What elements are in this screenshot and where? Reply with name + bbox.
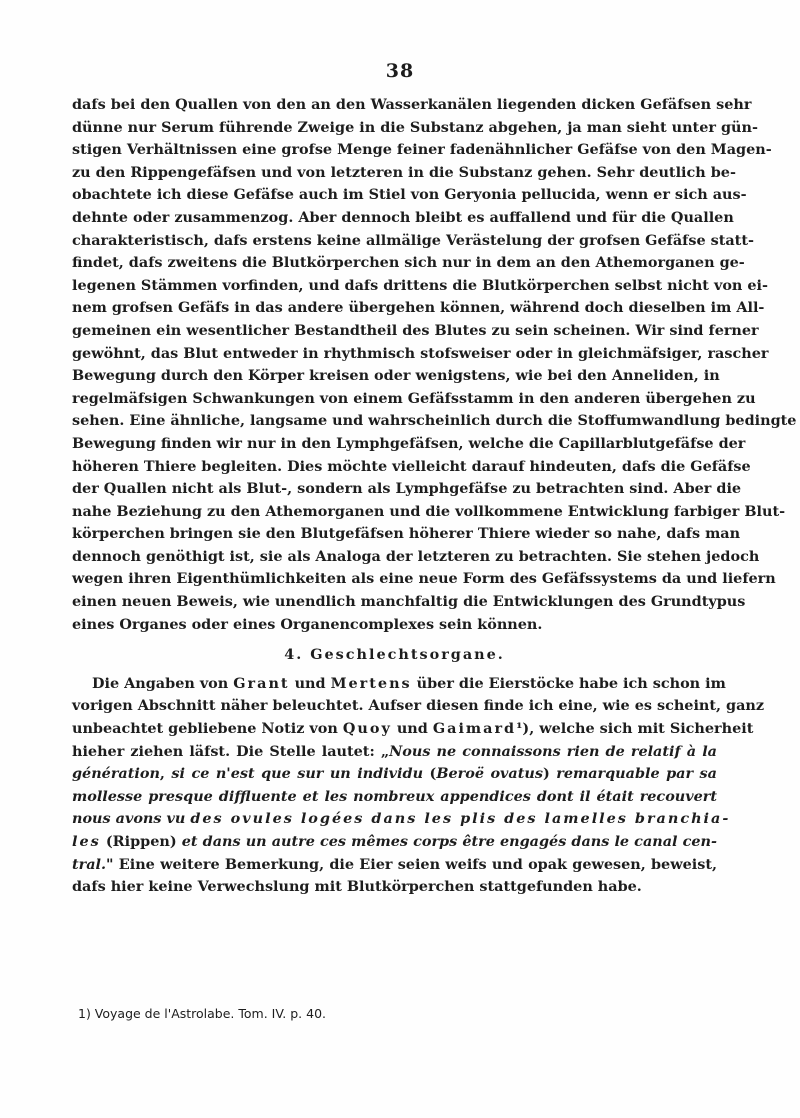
text-line: findet, dafs zweitens die Blutkörperchen sich nur in dem an den Athemorganen ge- — [72, 254, 745, 272]
text-segment: unbeachtet gebliebene Notiz von — [72, 720, 343, 738]
text-segment: und — [391, 720, 433, 738]
text-segment: remarquable par sa — [556, 765, 717, 783]
text-line — [72, 786, 717, 809]
text-line — [72, 718, 754, 741]
text-line: stigen Verhältnissen eine grofse Menge feiner fadenähnlicher Gefäfse von den Magen- — [72, 141, 772, 159]
text-line: obachtete ich diese Gefäfse auch im Stiel von Geryonia pellucida, wenn er sich aus- — [72, 186, 747, 204]
text-line: zu den Rippengefäfsen und von letzteren in die Substanz gehen. Sehr deutlich be- — [72, 163, 736, 181]
text-line: charakteristisch, dafs erstens keine allmälige Verästelung der grofsen Gefäfse statt- — [72, 231, 754, 249]
text-segment: Quoy — [342, 720, 392, 738]
text-segment: Nous ne connaissons rien de relatif à la — [389, 742, 717, 760]
text-line: nem grofsen Gefäfs in das andere übergehen können, während doch dieselben im All- — [72, 299, 765, 317]
text-line: körperchen bringen sie den Blutgefäfsen höherer Thiere wieder so nahe, dafs man — [72, 525, 741, 543]
paragraph-reproductive-organs — [72, 673, 765, 899]
text-line: gemeinen ein wesentlicher Bestandtheil des Blutes zu sein scheinen. Wir sind ferner — [72, 321, 759, 339]
text-line: Bewegung durch den Körper kreisen oder wenigstens, wie bei den Anneliden, in — [72, 367, 720, 385]
text-segment: dafs hier keine Verwechslung mit Blutkörperchen stattgefunden habe. — [72, 878, 642, 896]
footnote: 1) Voyage de l'Astrolabe. Tom. IV. p. 40. — [78, 1006, 326, 1021]
text-segment: ( — [423, 765, 437, 783]
text-line: dehnte oder zusammenzog. Aber dennoch bleibt es auffallend und für die Quallen — [72, 208, 734, 226]
text-segment: , — [159, 765, 172, 783]
text-line: gewöhnt, das Blut entweder in rhythmisch stofsweiser oder in gleichmäfsiger, rascher — [72, 344, 769, 362]
text-segment: ¹), welche sich mit Sicherheit — [516, 720, 754, 738]
section-heading: 4. Geschlechtsorgane. — [284, 646, 505, 664]
text-segment: Mertens — [330, 674, 412, 692]
text-segment: tral. — [72, 855, 107, 873]
text-line: dafs bei den Quallen von den an den Wasserkanälen liegenden dicken Gefäfsen sehr — [72, 96, 752, 113]
text-line: wegen ihren Eigenthümlichkeiten als eine neue Form des Gefäfssystems da und liefern — [72, 570, 776, 588]
text-line: dünne nur Serum führende Zweige in die Substanz abgehen, ja man sieht unter gün- — [72, 118, 758, 136]
text-line: höheren Thiere begleiten. Dies möchte vielleicht darauf hindeuten, dafs die Gefäfse — [72, 457, 751, 475]
text-segment: les — [72, 833, 101, 850]
text-line: sehen. Eine ähnliche, langsame und wahrscheinlich durch die Stoffumwandlung bedingte — [72, 412, 797, 430]
body-text — [72, 94, 797, 899]
paragraph-blood-vessels — [72, 94, 797, 636]
text-segment: mollesse presque diffluente et les nombreux appendices dont il était recouvert — [72, 787, 717, 805]
text-segment: Beroë ovatus — [436, 765, 543, 783]
text-segment: et dans un autre ces mêmes corps être engagés dans le canal cen- — [181, 833, 717, 850]
text-segment: " Eine weitere Bemerkung, die Eier seien weifs und opak gewesen, beweist, — [106, 855, 717, 873]
text-line — [72, 854, 717, 877]
text-segment: Grant — [233, 674, 290, 692]
text-line: einen neuen Beweis, wie unendlich manchfaltig die Entwicklungen des Grundtypus — [72, 593, 746, 611]
text-line — [72, 808, 731, 831]
text-line — [72, 673, 726, 696]
text-line: eines Organes oder eines Organencomplexes sein können. — [72, 615, 543, 633]
text-segment: des ovules logées dans les plis des lamelles branchia- — [190, 810, 731, 828]
text-segment: vorigen Abschnitt näher beleuchtet. Aufser diesen finde ich eine, wie es scheint, ganz — [72, 697, 765, 715]
text-segment: hieher ziehen läfst. Die Stelle lautet: „ — [72, 742, 390, 760]
text-line: legenen Stämmen vorfinden, und dafs drittens die Blutkörperchen selbst nicht von ei- — [72, 276, 768, 294]
text-line: Bewegung finden wir nur in den Lymphgefäfsen, welche die Capillarblutgefäfse der — [72, 434, 746, 452]
text-line — [72, 741, 717, 764]
text-line — [72, 876, 717, 899]
text-segment: und — [289, 674, 331, 692]
text-segment: über die Eierstöcke habe ich schon im — [411, 674, 726, 692]
text-segment: Die Angaben von — [92, 674, 234, 692]
page-number: 38 — [385, 60, 415, 82]
text-line — [72, 695, 765, 718]
text-segment: ) — [542, 765, 557, 783]
text-line — [72, 763, 717, 786]
text-segment: si ce n'est que sur un individu — [171, 765, 424, 783]
text-segment: Gaimard — [432, 720, 517, 738]
text-line — [72, 831, 717, 854]
text-segment: nous avons vu — [72, 810, 191, 828]
text-line: dennoch genöthigt ist, sie als Analoga der letzteren zu betrachten. Sie stehen jedoch — [72, 547, 760, 565]
text-segment: génération — [72, 765, 160, 783]
text-line: der Quallen nicht als Blut-, sondern als Lymphgefäfse zu betrachten sind. Aber die — [72, 480, 742, 498]
text-line: regelmäfsigen Schwankungen von einem Gefäfsstamm in den anderen übergehen zu — [72, 389, 756, 407]
text-segment: (Rippen) — [100, 833, 182, 850]
text-line: nahe Beziehung zu den Athemorganen und die vollkommene Entwicklung farbiger Blut- — [72, 502, 786, 520]
